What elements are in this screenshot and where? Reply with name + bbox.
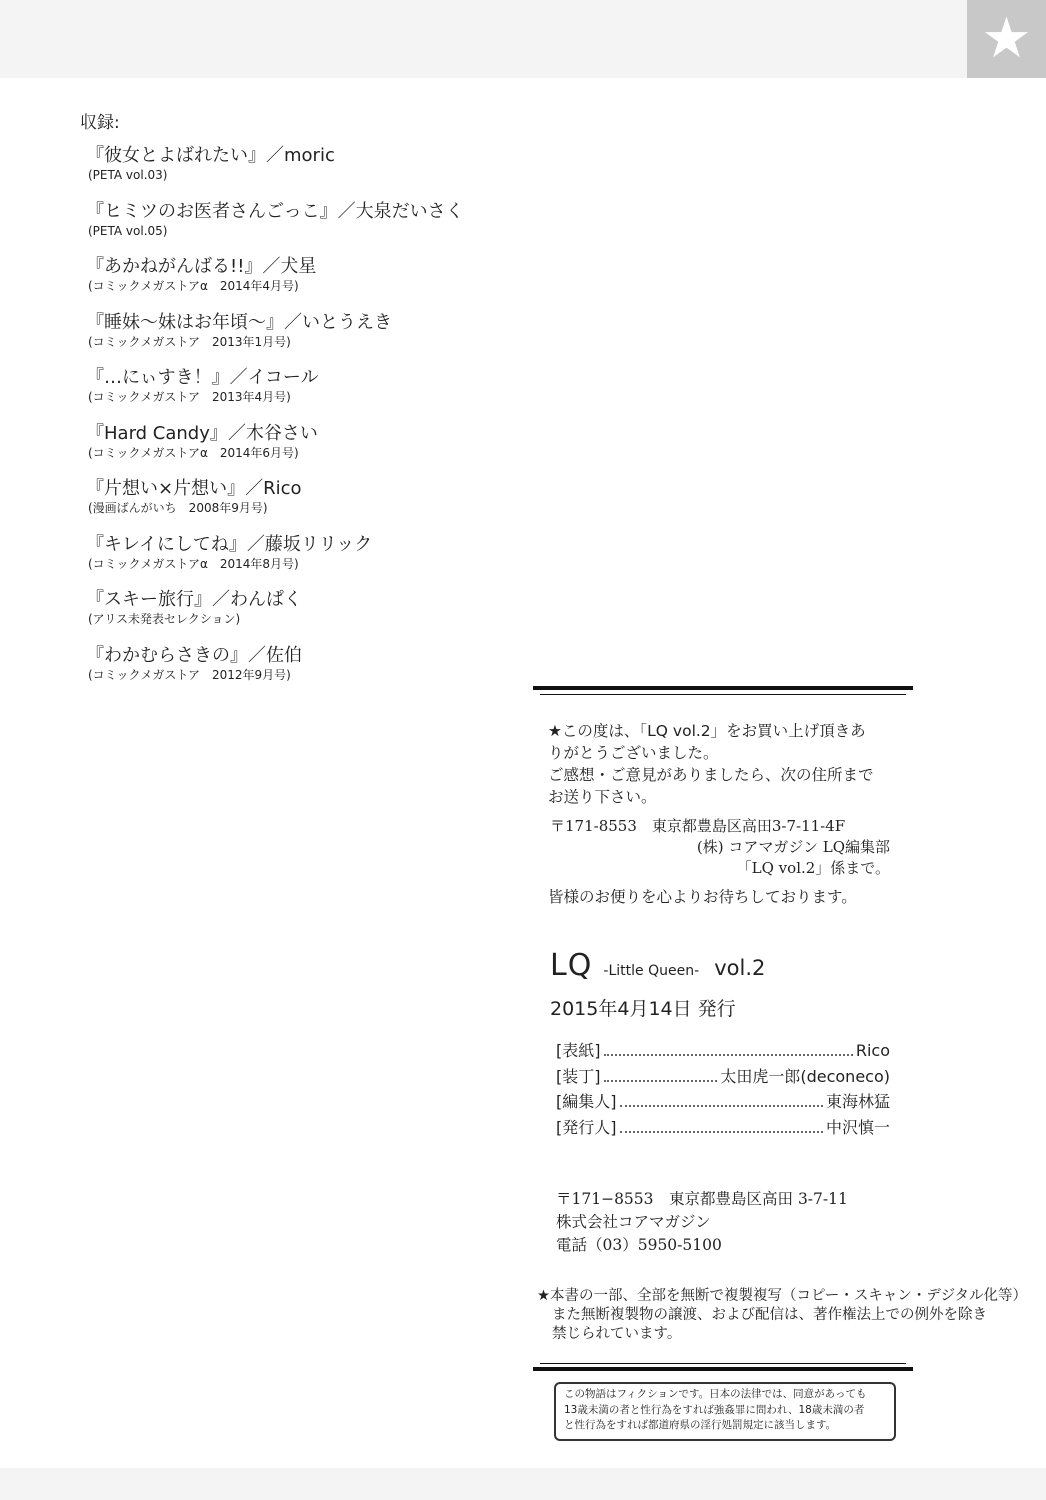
work-title: 『あかねがんばる!!』／犬星 [86,256,317,277]
dot-leader [604,1079,718,1082]
thank-you-message [548,720,918,808]
work-title: 『キレイにしてね』／藤坂リリック [86,533,373,555]
credit-row [556,1091,890,1117]
work-title: 『Hard Candy』／木谷さい [86,422,318,444]
dot-leader [620,1104,823,1107]
publisher-phone: 電話（03）5950-5100 [556,1236,722,1254]
credit-name: 東海林猛 [825,1092,890,1111]
book-title [550,948,765,983]
work-title: 『…にぃすき！』／イコール [86,367,319,388]
contents-item [86,422,526,478]
message-line: ★この度は、「LQ vol.2」をお買い上げ頂きあ [548,722,866,740]
work-title: 『わかむらさきの』／佐伯 [86,644,302,666]
work-source: (PETA vol.03) [88,168,168,182]
fiction-line: と性行為をすれば都道府県の淫行処罰規定に該当します。 [564,1419,837,1431]
credit-row [556,1117,890,1143]
work-title: 『睡妹～妹はお年頃～』／いとうえき [86,311,392,333]
message-line: りがとうございました。 [548,744,719,762]
credit-name: Rico [855,1041,890,1060]
reader-address [550,816,890,879]
work-title: 『ヒミツのお医者さんごっこ』／大泉だいさく [86,200,464,222]
work-source: (コミックメガストア 2013年4月号) [88,390,291,404]
credit-row [556,1066,890,1092]
credit-name: 中沢慎一 [825,1117,890,1137]
divider-thin [540,1363,906,1364]
contents-item [86,588,526,644]
credit-name: 太田虎一郎(deconeco) [720,1066,890,1086]
star-icon: ★ [981,6,1032,71]
notice-line: ★本書の一部、全部を無断で複製複写（コピー・スキャン・デジタル化等） [537,1288,1028,1304]
notice-line: 禁じられています。 [552,1326,682,1342]
contents-list [86,144,526,699]
closing-line: 皆様のお便りを心よりお待ちしております。 [548,888,857,906]
notice-line: また無断複製物の譲渡、および配信は、著作権法上での例外を除き [552,1307,987,1323]
work-source: (コミックメガストア 2013年1月号) [88,334,291,349]
address-line: 〒171-8553 東京都豊島区高田3-7-11-4F [550,817,846,835]
publisher-company: 株式会社コアマガジン [556,1213,711,1231]
contents-item [86,255,526,311]
address-line: 「LQ vol.2」係まで。 [736,859,890,877]
work-source: (コミックメガストアα 2014年4月号) [88,279,299,293]
work-title: 『彼女とよばれたい』／moric [86,145,335,166]
fiction-line: この物語はフィクションです。日本の法律では、同意があっても [564,1388,867,1400]
work-source: (漫画ばんがいち 2008年9月号) [88,501,268,515]
bottom-band [0,1468,1046,1500]
fiction-notice-box [554,1382,896,1441]
message-line: お送り下さい。 [548,788,657,806]
book-subtitle: -Little Queen- [603,963,700,979]
book-volume: vol.2 [714,956,766,980]
address-line: (株) コアマガジン LQ編集部 [696,838,890,856]
contents-item [86,200,526,256]
work-source: (PETA vol.05) [88,223,168,238]
divider-thin [540,694,906,695]
contents-heading: 収録: [80,113,120,133]
dot-leader [604,1053,853,1056]
divider-thick [533,686,913,690]
contents-item [86,144,526,200]
work-source: (コミックメガストア 2012年9月号) [88,667,291,682]
publish-date: 2015年4月14日 発行 [550,998,736,1020]
credits-list [556,1040,890,1142]
fiction-line: 13歳未満の者と性行為をすれば強姦罪に問われ、18歳未満の者 [564,1403,865,1416]
divider-thick [533,1367,913,1371]
work-source: (コミックメガストアα 2014年8月号) [88,556,299,571]
work-source: (コミックメガストアα 2014年6月号) [88,445,299,460]
message-line: ご感想・ご意見がありましたら、次の住所まで [548,766,874,784]
contents-item [86,311,526,367]
top-band [0,0,1046,78]
contents-item [86,533,526,589]
work-title: 『片想い×片想い』／Rico [86,478,302,499]
credit-role: [表紙] [556,1041,601,1060]
book-logo: LQ [550,948,593,983]
credit-role: [編集人] [556,1092,617,1111]
star-badge [967,0,1046,78]
copyright-notice [537,1287,1028,1344]
work-source: (アリス未発表セレクション) [88,612,241,626]
credit-row [556,1040,890,1066]
credit-role: [発行人] [556,1117,617,1137]
work-title: 『スキー旅行』／わんぱく [86,589,302,610]
credit-role: [装丁] [556,1066,601,1086]
contents-item [86,644,526,700]
contents-item [86,477,526,533]
publisher-info [556,1188,848,1257]
dot-leader [620,1130,823,1133]
publisher-address: 〒171−8553 東京都豊島区高田 3-7-11 [556,1190,848,1208]
contents-item [86,366,526,422]
